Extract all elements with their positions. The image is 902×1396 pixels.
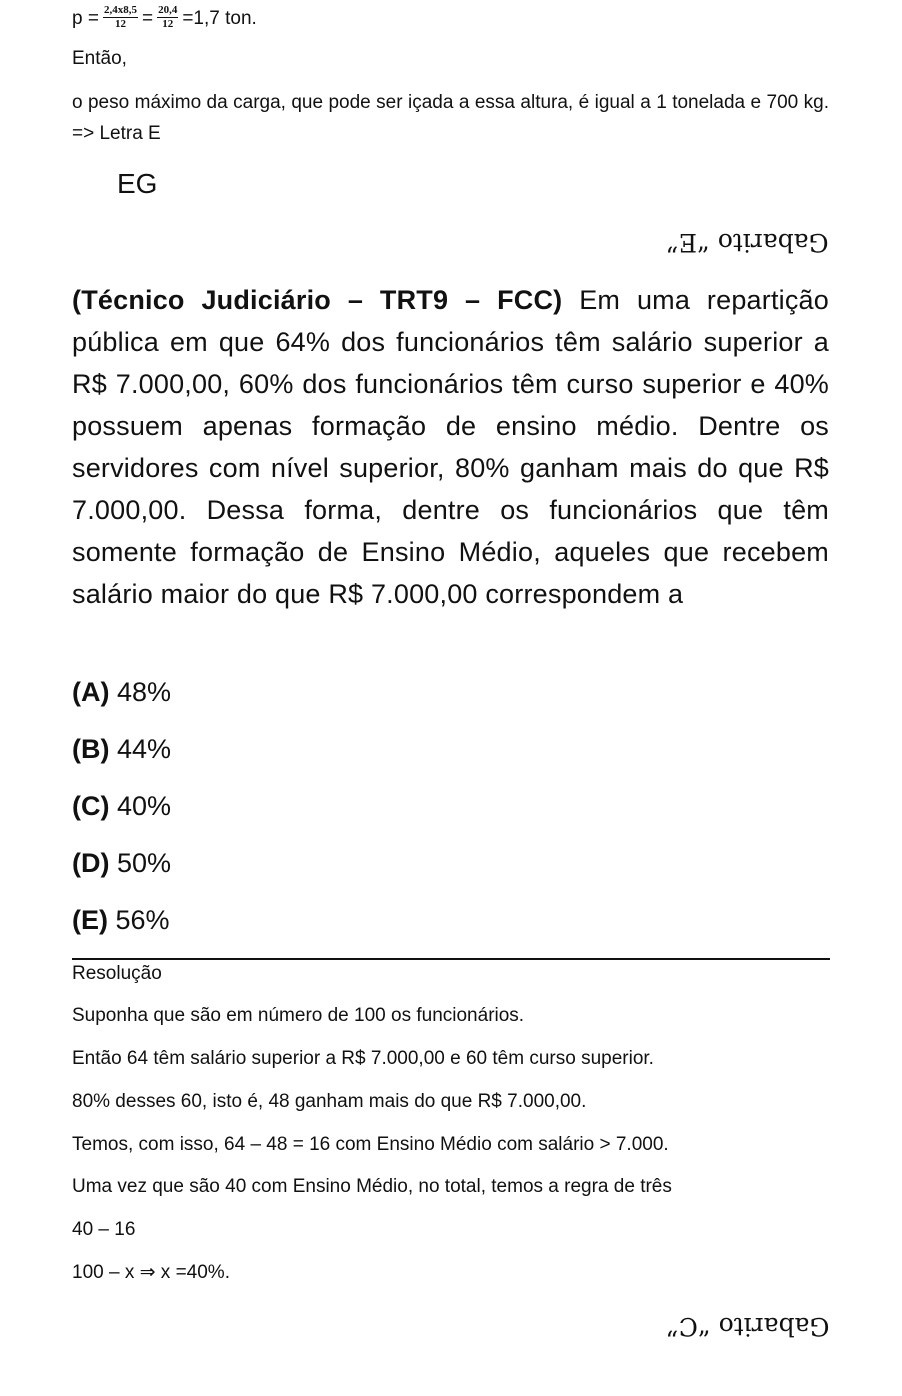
resolution-line: Temos, com isso, 64 – 48 = 16 com Ensino Médio com salário > 7.000. bbox=[72, 1134, 669, 1155]
resolution-line: 80% desses 60, isto é, 48 ganham mais do que R$ 7.000,00. bbox=[72, 1091, 587, 1112]
option-c-letter: (C) bbox=[72, 791, 110, 821]
fraction-1 bbox=[103, 4, 138, 31]
fraction-2-denominator: 12 bbox=[162, 17, 174, 30]
question-paragraph bbox=[72, 279, 829, 615]
option-c bbox=[72, 786, 171, 826]
option-a-text: 48% bbox=[109, 677, 172, 707]
answer-key-top: Gabarito “E” bbox=[666, 228, 829, 257]
option-d-text: 50% bbox=[109, 848, 172, 878]
fraction-2 bbox=[157, 4, 178, 31]
formula-line bbox=[72, 2, 257, 36]
option-e-text: 56% bbox=[108, 905, 170, 935]
fraction-1-numerator: 2,4x8,5 bbox=[103, 3, 137, 16]
section-divider bbox=[72, 958, 830, 960]
option-e bbox=[72, 900, 170, 940]
question-source: (Técnico Judiciário – TRT9 – FCC) bbox=[72, 285, 563, 315]
option-d bbox=[72, 843, 171, 883]
resolution-line: 100 – x ⇒ x =40%. bbox=[72, 1262, 230, 1283]
option-e-letter: (E) bbox=[72, 905, 108, 935]
resolution-line: Suponha que são em número de 100 os funcionários. bbox=[72, 1005, 525, 1026]
entao-text: Então, bbox=[72, 48, 127, 69]
answer-key-bottom: Gabarito “C” bbox=[665, 1312, 829, 1341]
eg-label: EG bbox=[117, 168, 158, 199]
option-a bbox=[72, 672, 171, 712]
conclusion-paragraph: o peso máximo da carga, que pode ser içada a essa altura, é igual a 1 tonelada e 700 kg. => Letra E bbox=[72, 92, 829, 144]
fraction-1-denominator: 12 bbox=[114, 17, 126, 30]
resolution-line: 40 – 16 bbox=[72, 1219, 136, 1240]
resolution-line: Então 64 têm salário superior a R$ 7.000,00 e 60 têm curso superior. bbox=[72, 1048, 654, 1069]
option-c-text: 40% bbox=[109, 791, 172, 821]
resolution-line: Uma vez que são 40 com Ensino Médio, no total, temos a regra de três bbox=[72, 1176, 672, 1197]
question-text: Em uma repartição pública em que 64% dos funcionários têm salário superior a R$ 7.000,00, 60% dos funcionários têm curso superior e 40% possuem apenas formação de ensino médio. Dentre os servidores com nível superior, 80% ganham mais do que R$ 7.000,00. Dessa forma, dentre os funcionários que têm somente formação de Ensino Médio, aqueles que recebem salário maior do que R$ 7.000,00 correspondem a bbox=[72, 285, 829, 609]
option-b bbox=[72, 729, 171, 769]
option-a-letter: (A) bbox=[72, 677, 110, 707]
formula-result: =1,7 ton. bbox=[182, 8, 257, 29]
option-b-letter: (B) bbox=[72, 734, 110, 764]
option-d-letter: (D) bbox=[72, 848, 110, 878]
option-b-text: 44% bbox=[109, 734, 172, 764]
fraction-2-numerator: 20,4 bbox=[158, 3, 178, 16]
resolution-heading: Resolução bbox=[72, 963, 162, 984]
formula-lead: p = bbox=[72, 8, 99, 29]
formula-equals: = bbox=[141, 8, 154, 29]
